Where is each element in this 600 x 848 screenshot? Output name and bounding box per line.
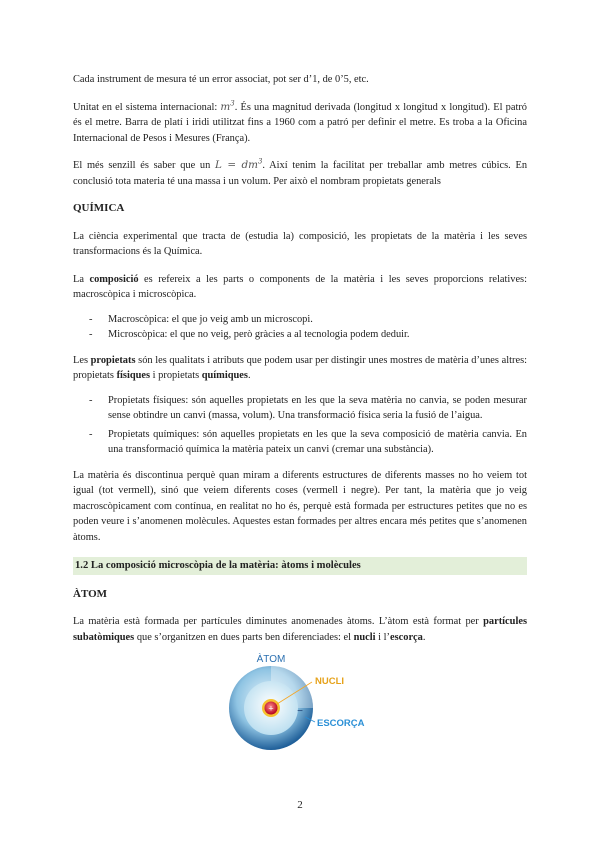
label-nucli: NUCLI [315, 676, 345, 687]
paragraph-propietats: Les propietats són les qualitats i atributs que podem usar per distingir unes mostres de matèria d’unes altres: propietats físiques i propietats químiques. [73, 354, 527, 381]
plus-sign: + [268, 703, 274, 714]
list-item: - Macroscòpica: el que jo veig amb un microscopi. [89, 313, 313, 325]
paragraph-unit: Unitat en el sistema internacional: $m^3$. És una magnitud derivada (longitud x longitud x longitud). El patró és el metre. Barra de platí i iridi utilitzat fins a 1960 com a patró per definir el metre. Es troba a la Oficina Internacional de Pesos i Mesures (França). [73, 99, 527, 144]
minus-sign: − [297, 706, 303, 717]
list-item: - Propietats químiques: són aquelles propietats en les que la seva composició de matèria canvia. En una transformació química la matèria pateix un canvi (cremar una substància). [89, 428, 527, 455]
list-scales [73, 312, 527, 343]
list-item: - Microscòpica: el que no veig, però gràcies a al tecnologia podem deduir. [89, 329, 410, 340]
paragraph-quimica-def: La ciència experimental que tracta de (estudia la) composició, les propietats de la matèria i les seves transformacions és la Química. [73, 230, 527, 257]
document-page [73, 72, 527, 657]
atom-title: ÀTOM [256, 654, 286, 665]
paragraph-error: Cada instrument de mesura té un error associat, pot ser d’1, de 0’5, etc. [73, 74, 369, 85]
paragraph-atom: La matèria està formada per partícules diminutes anomenades àtoms. L’àtom està format per partícules subatòmiques que s’organitzen en dues parts ben diferenciades: el nucli i l’escorça. [73, 616, 527, 643]
heading-quimica: QUÍMICA [73, 202, 125, 214]
heading-atom: ÀTOM [73, 587, 108, 600]
page-number: 2 [297, 799, 303, 811]
paragraph-litre: El més senzill és saber que un $L = dm^3$. Així tenim la facilitat per treballar amb metres cúbics. En conclusió tota materia té una massa i un volum. Per això el nombram propietats generals [73, 157, 528, 187]
label-escorca: ESCORÇA [317, 718, 365, 729]
list-item: - Propietats físiques: són aquelles propietats en les que la seva matèria no canvia, se poden mesurar sense obtindre un canvi (massa, volum). Una transformació física seria la fusió de l’aigua. [89, 394, 527, 421]
section-heading-bar: 1.2 La composició microscòpia de la matèria: àtoms i molècules [73, 557, 527, 575]
paragraph-discontinua: La matèria és discontinua perquè quan miram a diferents estructures de diferents masses no ho veiem tot igual (tot vermell), sinó que veiem diferents coses (vermell i negre). Per tant, la matèria que jo veig macroscòpicament com contínua, en realitat no ho és, perquè està formada per estructures petites que no es poden veure i s’anomenen molècules. Aquestes estan formades per altres encara més petites que s’anomenen àtoms. [73, 469, 527, 543]
atom-diagram [225, 652, 385, 752]
math-m3: $m^3$ [220, 99, 235, 113]
math-litre: $L = dm^3$ [215, 157, 263, 171]
list-properties [73, 393, 527, 458]
paragraph-composicio: La composició es refereix a les parts o components de la matèria i les seves proporcions relatives: macroscòpica i microscòpica. [73, 273, 527, 300]
